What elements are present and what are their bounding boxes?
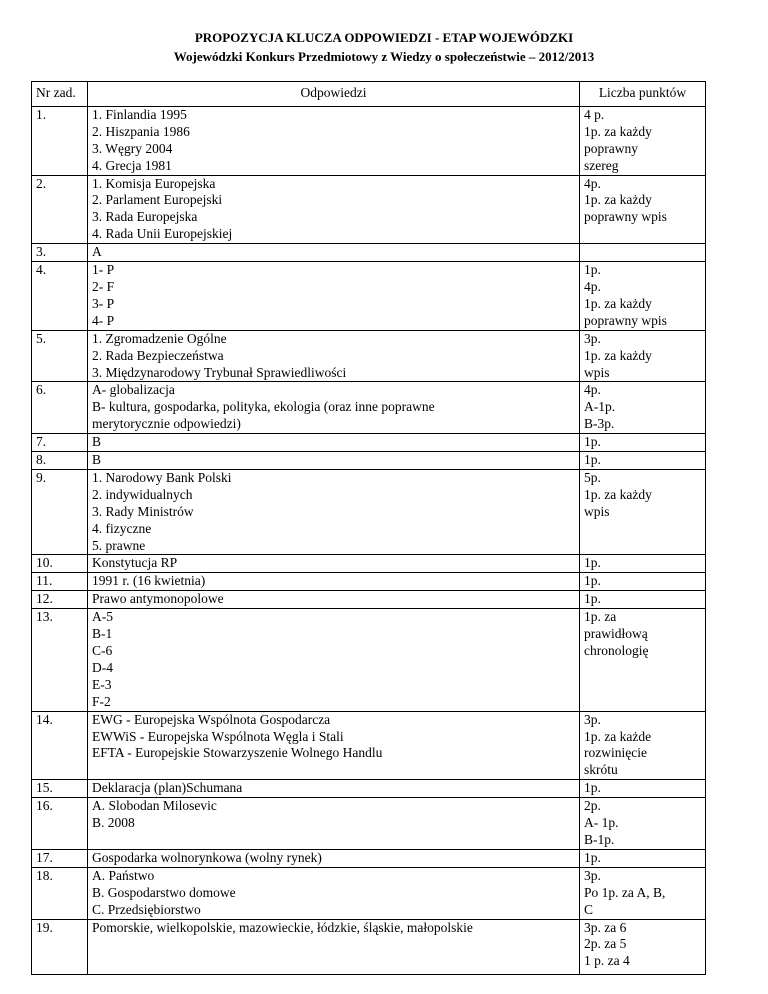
points-line: Po 1p. za A, B, — [584, 884, 666, 900]
points-line: 1p. za każdy — [584, 192, 652, 208]
table-row — [32, 591, 706, 609]
answers-cell — [88, 780, 580, 798]
answer-line: B — [92, 434, 102, 450]
points-line — [584, 244, 701, 261]
answer-key-table — [31, 81, 706, 975]
answers-cell — [88, 573, 580, 591]
points-cell — [580, 609, 706, 711]
answer-line: Deklaracja (plan)Schumana — [92, 780, 243, 796]
answer-line: 3. Międzynarodowy Trybunał Sprawiedliwości — [92, 364, 347, 380]
table-row — [32, 244, 706, 262]
points-line: rozwinięcie — [584, 745, 647, 761]
column-header-points: Liczba punktów — [580, 82, 706, 107]
task-number: 18. — [32, 867, 88, 919]
points-line: B-1p. — [584, 831, 615, 847]
task-number: 19. — [32, 919, 88, 975]
answer-line: 1- P — [92, 262, 115, 278]
answer-line: EWWiS - Europejska Wspólnota Węgla i Stali — [92, 728, 344, 744]
answer-line: B. Gospodarstwo domowe — [92, 884, 236, 900]
points-line: 4 p. — [584, 106, 605, 122]
answer-line: Prawo antymonopolowe — [92, 591, 224, 607]
answer-line: 2. Hiszpania 1986 — [92, 123, 190, 139]
points-line: B-3p. — [584, 416, 615, 432]
task-number: 10. — [32, 555, 88, 573]
answer-line: F-2 — [92, 693, 111, 709]
answers-cell — [88, 262, 580, 331]
answer-line: 4. Rada Unii Europejskiej — [92, 226, 233, 242]
table-row — [32, 175, 706, 244]
answers-cell — [88, 434, 580, 452]
task-number: 3. — [32, 244, 88, 262]
answer-line: B. 2008 — [92, 815, 135, 831]
task-number: 14. — [32, 711, 88, 780]
answer-line: Gospodarka wolnorynkowa (wolny rynek) — [92, 849, 322, 865]
points-cell — [580, 573, 706, 591]
answer-line: 2- F — [92, 278, 115, 294]
points-cell — [580, 330, 706, 382]
points-cell — [580, 469, 706, 555]
points-line: 1p. — [584, 555, 601, 571]
points-line: szereg — [584, 157, 619, 173]
points-line: 1p. za każde — [584, 728, 652, 744]
answers-cell — [88, 106, 580, 175]
task-number: 15. — [32, 780, 88, 798]
answer-line: D-4 — [92, 659, 113, 675]
answers-cell — [88, 244, 580, 262]
points-line: 4p. — [584, 175, 601, 191]
answer-line: E-3 — [92, 676, 112, 692]
points-line: 2p. — [584, 798, 601, 814]
table-row — [32, 434, 706, 452]
table-row — [32, 609, 706, 711]
table-row — [32, 711, 706, 780]
points-cell — [580, 106, 706, 175]
answers-cell — [88, 591, 580, 609]
answer-line: merytorycznie odpowiedzi) — [92, 416, 241, 432]
answer-line: 2. indywidualnych — [92, 486, 193, 502]
points-line: 1p. — [584, 849, 601, 865]
answer-line: B- kultura, gospodarka, polityka, ekologia (oraz inne poprawne — [92, 399, 435, 415]
points-line: 3p. — [584, 867, 601, 883]
answer-line: A-5 — [92, 609, 113, 625]
answers-cell — [88, 919, 580, 975]
task-number: 5. — [32, 330, 88, 382]
document-subtitle: Wojewódzki Konkurs Przedmiotowy z Wiedzy o społeczeństwie – 2012/2013 — [173, 49, 595, 64]
task-number: 7. — [32, 434, 88, 452]
points-cell — [580, 867, 706, 919]
points-cell — [580, 711, 706, 780]
task-number: 8. — [32, 452, 88, 470]
points-cell — [580, 591, 706, 609]
answer-line: A. Slobodan Milosevic — [92, 798, 217, 814]
points-line: wpis — [584, 503, 610, 519]
task-number: 6. — [32, 382, 88, 434]
column-header-nr: Nr zad. — [32, 82, 88, 107]
answer-line: 3. Węgry 2004 — [92, 140, 173, 156]
points-cell — [580, 849, 706, 867]
answer-line: 1. Finlandia 1995 — [92, 106, 187, 122]
answer-line: 2. Parlament Europejski — [92, 192, 223, 208]
table-row — [32, 798, 706, 850]
points-line: 4p. — [584, 382, 601, 398]
points-cell — [580, 452, 706, 470]
points-line: 5p. — [584, 469, 601, 485]
answer-line: EFTA - Europejskie Stowarzyszenie Wolnego Handlu — [92, 745, 383, 761]
answer-line: Pomorskie, wielkopolskie, mazowieckie, łódzkie, śląskie, małopolskie — [92, 919, 473, 935]
table-row — [32, 469, 706, 555]
table-header-row — [32, 82, 706, 107]
points-line: 3p. za 6 — [584, 919, 627, 935]
points-line: 3p. — [584, 330, 601, 346]
points-line: A- 1p. — [584, 815, 619, 831]
answers-cell — [88, 469, 580, 555]
task-number: 17. — [32, 849, 88, 867]
table-row — [32, 849, 706, 867]
table-row — [32, 555, 706, 573]
points-line: poprawny — [584, 140, 638, 156]
points-line: C — [584, 901, 594, 917]
points-line: 1p. za każdy — [584, 295, 652, 311]
answer-line: 1. Zgromadzenie Ogólne — [92, 330, 227, 346]
answer-line: 1991 r. (16 kwietnia) — [92, 573, 206, 589]
points-line: 1p. — [584, 452, 601, 468]
answer-line: B-1 — [92, 626, 113, 642]
answer-line: A — [92, 244, 102, 260]
points-line: 1p. — [584, 434, 601, 450]
points-line: chronologię — [584, 643, 649, 658]
points-cell — [580, 382, 706, 434]
answer-line: C. Przedsiębiorstwo — [92, 901, 201, 917]
points-line: 1p. za — [584, 609, 617, 625]
answers-cell — [88, 330, 580, 382]
answers-cell — [88, 867, 580, 919]
task-number: 16. — [32, 798, 88, 850]
answers-cell — [88, 382, 580, 434]
points-cell — [580, 244, 706, 262]
table-row — [32, 573, 706, 591]
task-number: 2. — [32, 175, 88, 244]
points-line: 1p. za każdy — [584, 347, 652, 363]
answers-cell — [88, 849, 580, 867]
points-line: wpis — [584, 364, 610, 380]
answers-cell — [88, 555, 580, 573]
answer-line: C-6 — [92, 643, 113, 658]
answer-line: EWG - Europejska Wspólnota Gospodarcza — [92, 711, 331, 727]
answers-cell — [88, 452, 580, 470]
answer-line: 4- P — [92, 312, 115, 328]
answers-cell — [88, 711, 580, 780]
answer-line: B — [92, 452, 102, 468]
points-line: prawidłową — [584, 626, 648, 642]
task-number: 11. — [32, 573, 88, 591]
table-row — [32, 382, 706, 434]
points-line: poprawny wpis — [584, 209, 667, 225]
task-number: 13. — [32, 609, 88, 711]
answer-line: 3. Rady Ministrów — [92, 503, 194, 519]
task-number: 12. — [32, 591, 88, 609]
points-cell — [580, 434, 706, 452]
answers-cell — [88, 609, 580, 711]
points-cell — [580, 780, 706, 798]
answer-line: 2. Rada Bezpieczeństwa — [92, 347, 224, 363]
points-line: 1 p. za 4 — [584, 953, 630, 969]
points-cell — [580, 175, 706, 244]
points-line: A-1p. — [584, 399, 616, 415]
task-number: 4. — [32, 262, 88, 331]
answer-line: 4. fizyczne — [92, 520, 152, 536]
table-row — [32, 867, 706, 919]
points-line: 4p. — [584, 278, 601, 294]
points-cell — [580, 555, 706, 573]
points-line: 1p. za każdy — [584, 486, 652, 502]
answer-line: Konstytucja RP — [92, 555, 178, 571]
answer-line: A. Państwo — [92, 867, 155, 883]
answers-cell — [88, 798, 580, 850]
points-line: 3p. — [584, 711, 601, 727]
answers-cell — [88, 175, 580, 244]
points-line: skrótu — [584, 762, 618, 778]
points-line: 1p. — [584, 780, 601, 796]
points-cell — [580, 919, 706, 975]
points-line: 1p. — [584, 591, 601, 607]
answer-line: 3. Rada Europejska — [92, 209, 198, 225]
points-line: poprawny wpis — [584, 312, 667, 328]
answer-line: A- globalizacja — [92, 382, 175, 398]
points-line: 1p. — [584, 573, 601, 589]
column-header-answers: Odpowiedzi — [88, 82, 580, 107]
points-line: 1p. za każdy — [584, 123, 652, 139]
points-line: 2p. za 5 — [584, 936, 627, 952]
table-row — [32, 262, 706, 331]
table-row — [32, 780, 706, 798]
answer-line: 5. prawne — [92, 537, 146, 553]
table-row — [32, 330, 706, 382]
points-cell — [580, 262, 706, 331]
task-number: 9. — [32, 469, 88, 555]
document-title: PROPOZYCJA KLUCZA ODPOWIEDZI - ETAP WOJEWÓDZKI — [194, 30, 574, 45]
points-line: 1p. — [584, 262, 601, 278]
answer-line: 4. Grecja 1981 — [92, 157, 172, 173]
answer-line: 1. Narodowy Bank Polski — [92, 469, 232, 485]
table-row — [32, 919, 706, 975]
points-cell — [580, 798, 706, 850]
task-number: 1. — [32, 106, 88, 175]
answer-line: 1. Komisja Europejska — [92, 175, 216, 191]
answer-line: 3- P — [92, 295, 115, 311]
table-row — [32, 106, 706, 175]
table-row — [32, 452, 706, 470]
